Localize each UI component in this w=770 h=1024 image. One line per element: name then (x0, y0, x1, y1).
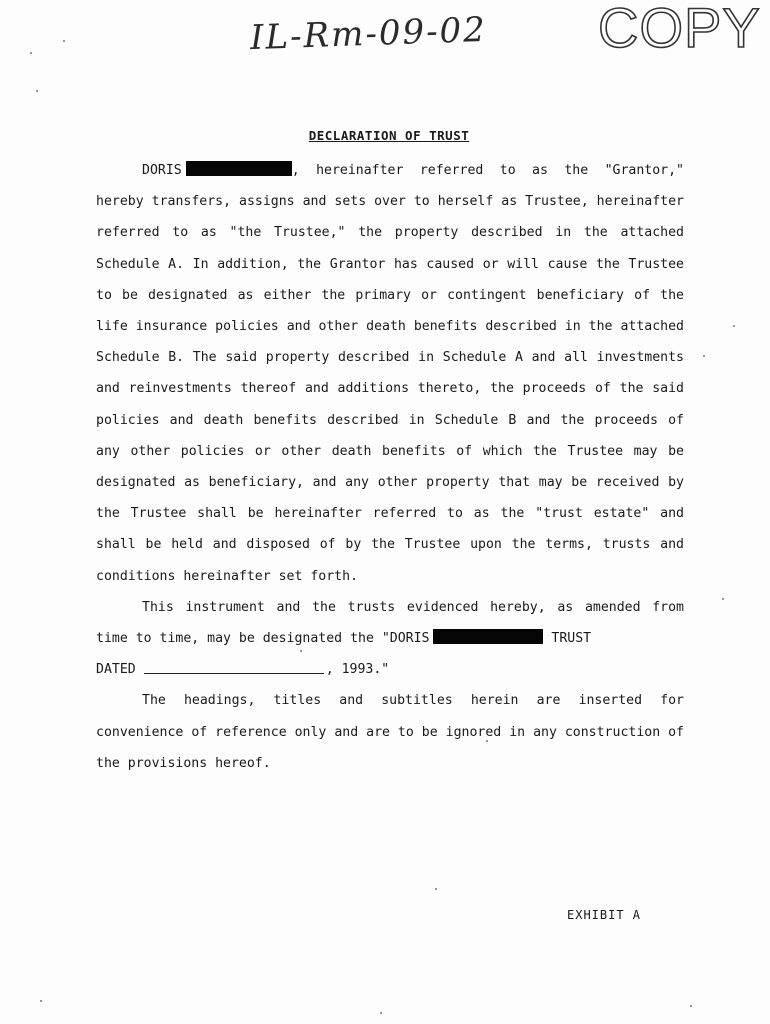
paragraph-headings: The headings, titles and subtitles herein are inserted for convenience of reference only and are to be ignored in any construction of the provisions hereof. (96, 693, 684, 771)
scan-speck (435, 888, 437, 890)
copy-stamp: COPY (598, 0, 761, 59)
redaction-bar (186, 161, 292, 176)
redaction-bar (433, 629, 543, 644)
exhibit-label: EXHIBIT A (567, 908, 642, 922)
scan-speck (733, 325, 735, 327)
scan-speck (40, 1000, 42, 1002)
paragraph-grantor-text: , hereinafter referred to as the "Grantor," hereby transfers, assigns and sets over to herself as Trustee, hereinafter referred to as "the Trustee," the property described in the attached Schedule A. In addition, the Grantor has caused or will cause the Trustee to be designated as either the primary or contingent beneficiary of the life insurance policies and other death benefits described in the attached Schedule B. The said property described in Schedule A and all investments and reinvestments thereof and additions thereto, the proceeds of the said policies and death benefits described in Schedule B and the proceeds of any other policies or other death benefits of which the Trustee may be designated as beneficiary, and any other property that may be received by the Trustee shall be hereinafter referred to as the "trust estate" and shall be held and disposed of by the Trustee upon the terms, trusts and conditions hereinafter set forth. (96, 163, 684, 584)
dated-line (96, 654, 684, 685)
trust-word: TRUST (551, 631, 592, 647)
handwritten-reference-number: IL-Rm-09-02 (249, 9, 488, 59)
scan-speck (722, 598, 724, 600)
scan-speck (36, 90, 38, 92)
scan-speck (63, 40, 65, 42)
date-blank-line (144, 661, 324, 674)
scan-speck (380, 1012, 382, 1014)
document-title: DECLARATION OF TRUST (308, 128, 470, 143)
document-body (96, 155, 684, 779)
scan-speck (486, 740, 488, 742)
paragraph-grantor (96, 155, 684, 592)
scan-speck (703, 355, 705, 357)
paragraph-designation (96, 592, 684, 654)
designation-text: This instrument and the trusts evidenced hereby, as amended from time to time, may be designated the "DORIS (96, 599, 684, 647)
scan-speck (30, 52, 32, 54)
grantor-first-name: DORIS (142, 163, 182, 178)
dated-label: DATED (96, 662, 136, 678)
dated-year: , 1993." (325, 662, 390, 678)
scan-speck (690, 1005, 692, 1007)
scan-speck (300, 650, 302, 652)
